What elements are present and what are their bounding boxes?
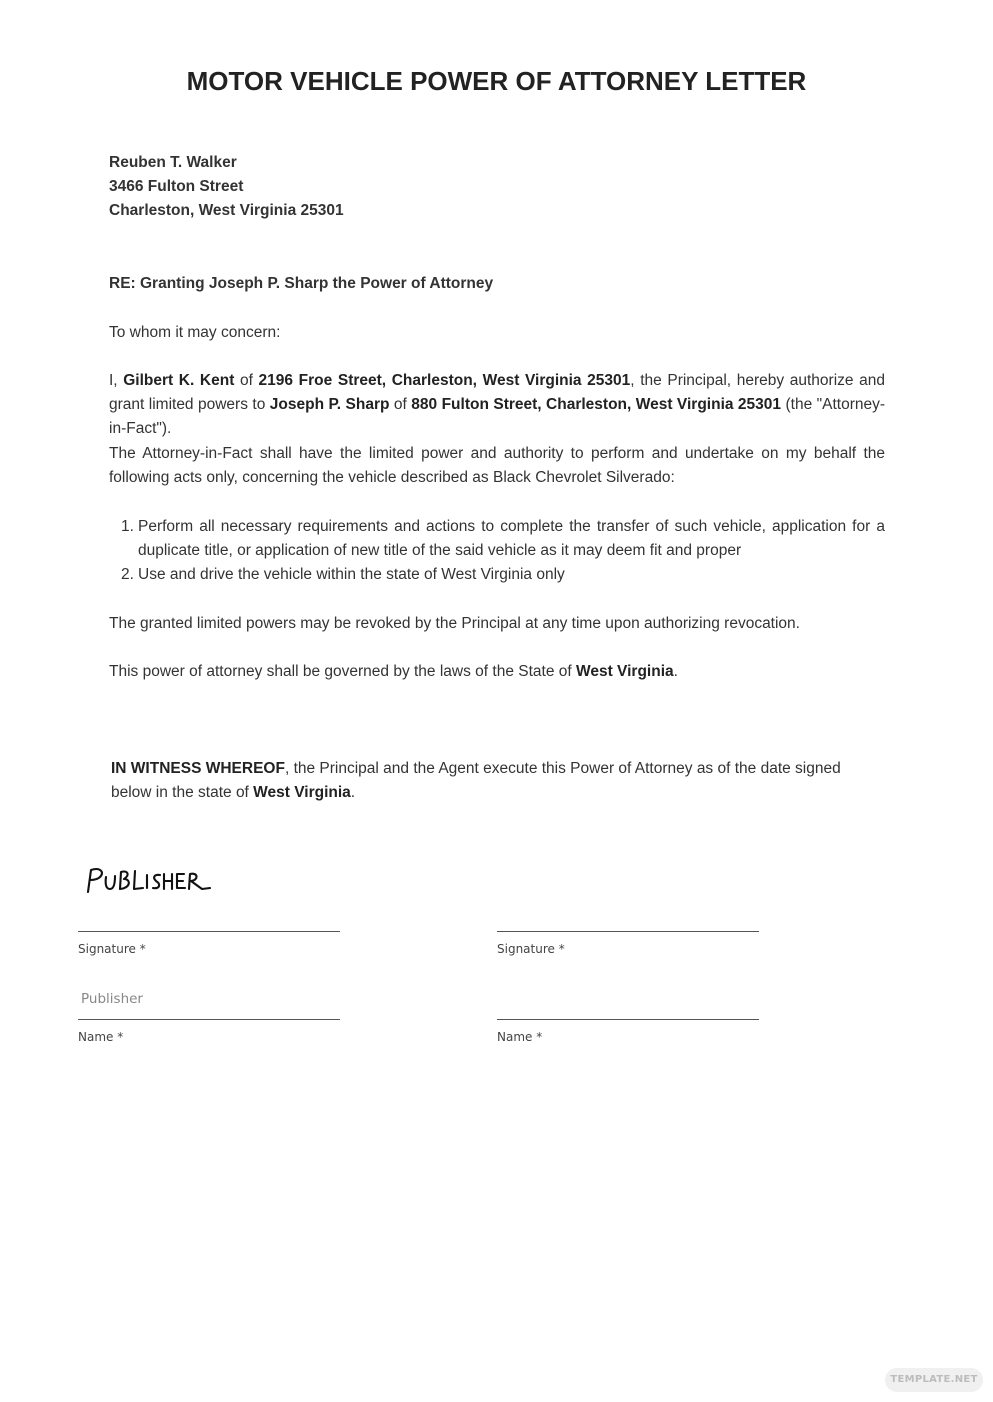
template-watermark: TEMPLATE.NET [885, 1368, 983, 1392]
sender-address-block [109, 151, 344, 223]
witness-lead: IN WITNESS WHEREOF [111, 760, 285, 777]
sender-name: Reuben T. Walker [109, 154, 237, 171]
grant-text-1: I, [109, 372, 124, 389]
governing-state: West Virginia [576, 663, 674, 680]
list-item [109, 515, 885, 563]
grant-text-3: , the Principal, hereby authorize and grant limited powers to [109, 372, 885, 413]
grant-text-4: of [389, 396, 412, 413]
powers-paragraph: The Attorney-in-Fact shall have the limited power and authority to perform and undertake on my behalf the following acts only, concerning the vehicle described as Black Chevrolet Silverado: [109, 445, 885, 486]
name-label: Name * [497, 1030, 543, 1044]
grant-text-2: of [234, 372, 259, 389]
signature-line [78, 931, 340, 932]
witness-paragraph [111, 757, 883, 805]
signature-label: Signature * [497, 942, 565, 956]
witness-state: West Virginia [253, 784, 351, 801]
handwritten-signature [84, 862, 214, 898]
greeting: To whom it may concern: [109, 324, 281, 341]
sender-city: Charleston, West Virginia 25301 [109, 202, 344, 219]
principal-address: 2196 Froe Street, Charleston, West Virginia 25301 [258, 372, 631, 389]
grant-paragraph [109, 369, 885, 441]
list-item-number: 1. [121, 518, 134, 535]
principal-name-value[interactable]: Publisher [81, 991, 143, 1007]
signature-label: Signature * [78, 942, 146, 956]
witness-text-1: , the Principal and the Agent execute this Power of Attorney as of the date signed below in the state of [111, 760, 841, 801]
list-item-number: 2. [121, 566, 134, 583]
name-line [497, 1019, 759, 1020]
principal-name: Gilbert K. Kent [123, 372, 235, 389]
witness-text-2: . [350, 784, 356, 801]
principal-name-field[interactable] [78, 1019, 340, 1044]
sender-street: 3466 Fulton Street [109, 178, 244, 195]
page-title: MOTOR VEHICLE POWER OF ATTORNEY LETTER [186, 66, 807, 96]
re-line: RE: Granting Joseph P. Sharp the Power of Attorney [109, 275, 494, 292]
grant-text-5: (the "Attorney-in-Fact"). [109, 396, 886, 437]
agent-address: 880 Fulton Street, Charleston, West Virginia 25301 [411, 396, 782, 413]
signature-line [497, 931, 759, 932]
agent-name: Joseph P. Sharp [269, 396, 390, 413]
list-item-text: Perform all necessary requirements and actions to complete the transfer of such vehicle, application for a duplicate title, or application of new title of the said vehicle as it may deem fit and proper [138, 518, 885, 559]
name-line [78, 1019, 340, 1020]
governing-law-paragraph [109, 660, 885, 684]
list-item [109, 563, 885, 587]
governing-law-text-2: . [673, 663, 678, 680]
list-item-text: Use and drive the vehicle within the state of West Virginia only [138, 566, 565, 583]
agent-name-field[interactable] [497, 1019, 759, 1044]
agent-signature-field[interactable] [497, 931, 759, 956]
principal-signature-field[interactable] [78, 931, 340, 956]
name-label: Name * [78, 1030, 124, 1044]
acts-list [109, 515, 885, 587]
revocation-paragraph: The granted limited powers may be revoked by the Principal at any time upon authorizing revocation. [109, 615, 800, 632]
governing-law-text-1: This power of attorney shall be governed by the laws of the State of [109, 663, 576, 680]
